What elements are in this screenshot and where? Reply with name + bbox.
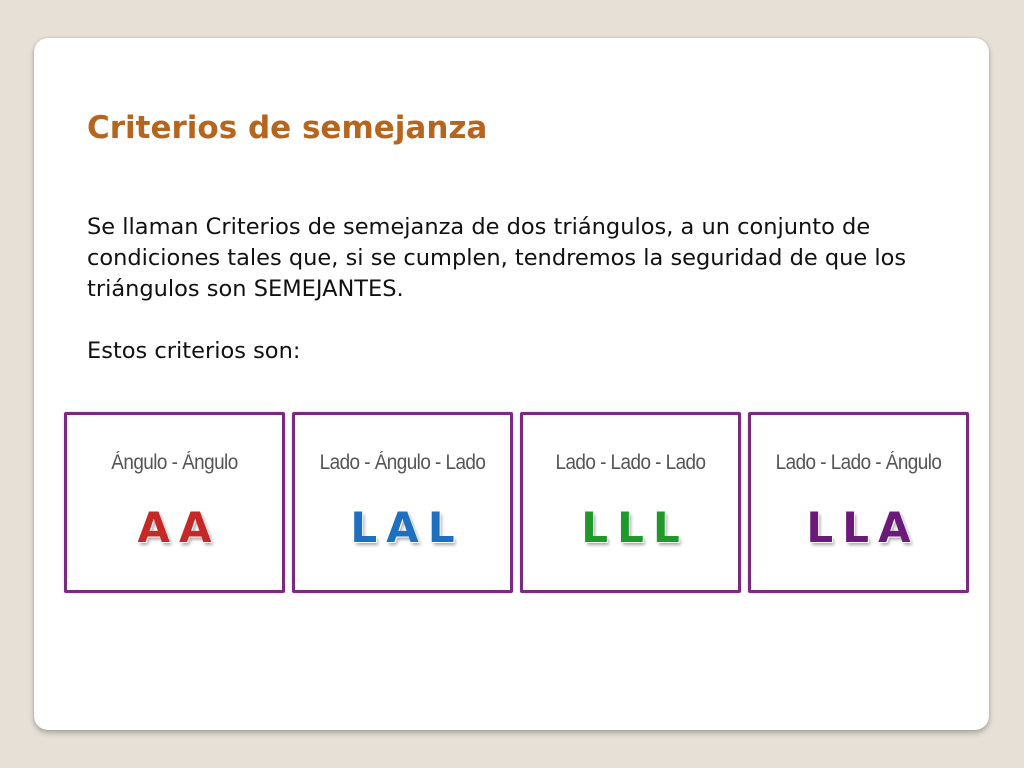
criterion-letter: A xyxy=(179,503,212,552)
criterion-letters xyxy=(751,503,966,553)
criterion-label: Lado - Ángulo - Lado xyxy=(319,451,486,474)
slide-title: Criterios de semejanza xyxy=(87,110,488,146)
criterion-letters xyxy=(523,503,738,553)
criterion-label: Lado - Lado - Lado xyxy=(555,451,706,474)
criterion-letter: A xyxy=(878,503,911,552)
criterion-letter: A xyxy=(386,503,419,552)
criterion-letter: L xyxy=(652,503,680,552)
criteria-row xyxy=(64,412,968,591)
slide-body xyxy=(87,212,967,367)
criterion-letter: A xyxy=(137,503,170,552)
intro-paragraph: Se llaman Criterios de semejanza de dos triángulos, a un conjunto de condiciones tales que, si se cumplen, tendremos la seguridad de que los triángulos son SEMEJANTES. xyxy=(87,214,907,302)
slide-card xyxy=(34,38,989,730)
criterion-letter: L xyxy=(842,503,869,552)
criteria-intro: Estos criterios son: xyxy=(87,338,301,364)
criterion-card-lal xyxy=(292,412,513,593)
criterion-letter: L xyxy=(427,503,455,552)
criterion-letter: L xyxy=(581,503,609,552)
criterion-card-aa xyxy=(64,412,285,593)
criterion-letters xyxy=(67,503,282,553)
criterion-letter: L xyxy=(617,503,644,552)
criterion-card-lla xyxy=(748,412,969,593)
criterion-card-lll xyxy=(520,412,741,593)
criterion-label: Lado - Lado - Ángulo xyxy=(775,451,942,474)
criterion-letter: L xyxy=(806,503,834,552)
criterion-letter: L xyxy=(350,503,378,552)
criterion-letters xyxy=(295,503,510,553)
criterion-label: Ángulo - Ángulo xyxy=(111,451,238,474)
